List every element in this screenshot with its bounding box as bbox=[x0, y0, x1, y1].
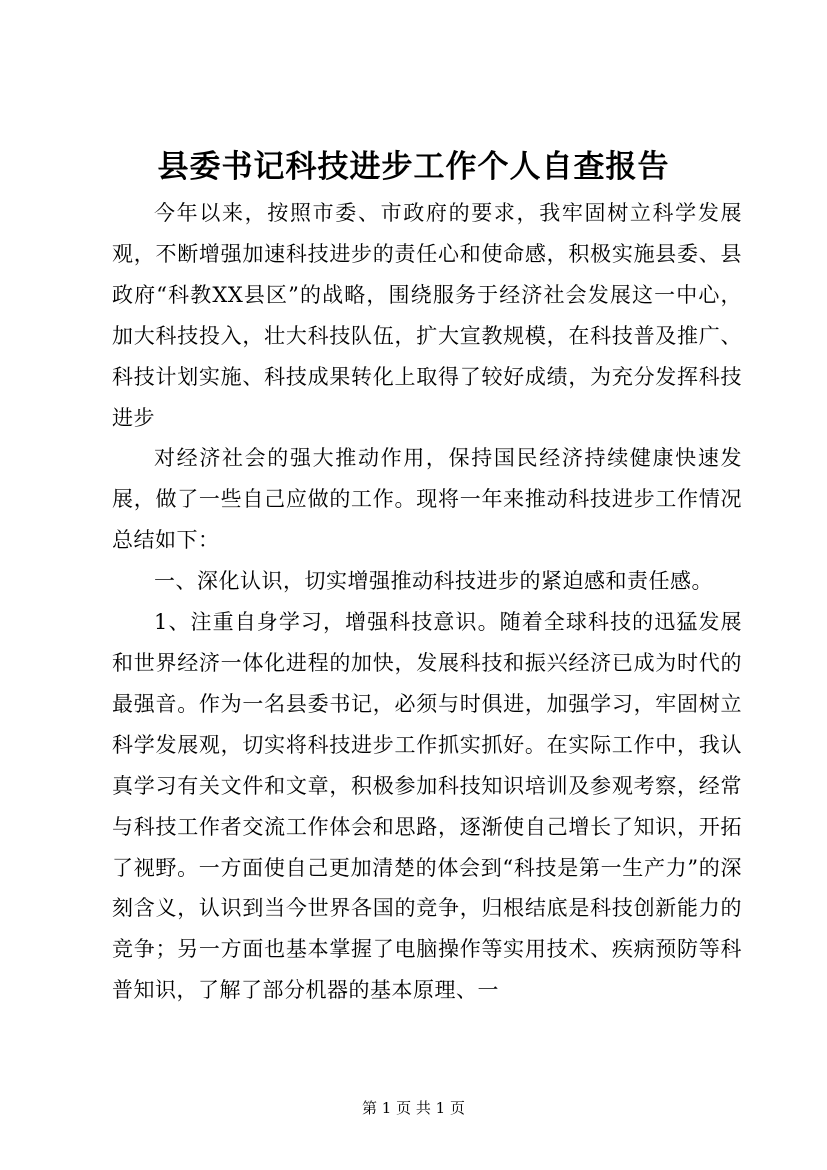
paragraph-study: 1、注重自身学习，增强科技意识。随着全球科技的迅猛发展和世界经济一体化进程的加快，发展科技和振兴经济已成为时代的最强音。作为一名县委书记，必须与时俱进，加强学习，牢固树立科学发展观，切实将科技进步工作抓实抓好。在实际工作中，我认真学习有关文件和文章，积极参加科技知识培训及参观考察，经常与科技工作者交流工作体会和思路，逐渐使自己增长了知识，开拓了视野。一方面使自己更加清楚的体会到“科技是第一生产力”的深刻含义，认识到当今世界各国的竞争，归根结底是科技创新能力的竞争；另一方面也基本掌握了电脑操作等实用技术、疾病预防等科普知识，了解了部分机器的基本原理、一 bbox=[112, 610, 742, 1003]
page-footer: 第 1 页 共 1 页 bbox=[362, 1099, 465, 1117]
paragraph-intro: 今年以来，按照市委、市政府的要求，我牢固树立科学发展观，不断增强加速科技进步的责任心和使命感，积极实施县委、县政府“科教XX县区”的战略，围绕服务于经济社会发展这一中心，加大科技投入，壮大科技队伍，扩大宣教规模，在科技普及推广、科技计划实施、科技成果转化上取得了较好成绩，为充分发挥科技进步 bbox=[112, 201, 742, 430]
document-title: 县委书记科技进步工作个人自查报告 bbox=[157, 149, 670, 185]
document-body bbox=[112, 193, 742, 1011]
paragraph-summary: 对经济社会的强大推动作用，保持国民经济持续健康快速发展，做了一些自己应做的工作。现将一年来推动科技进步工作情况总结如下： bbox=[112, 446, 742, 553]
section-heading-1: 一、深化认识，切实增强推动科技进步的紧迫感和责任感。 bbox=[154, 569, 713, 594]
